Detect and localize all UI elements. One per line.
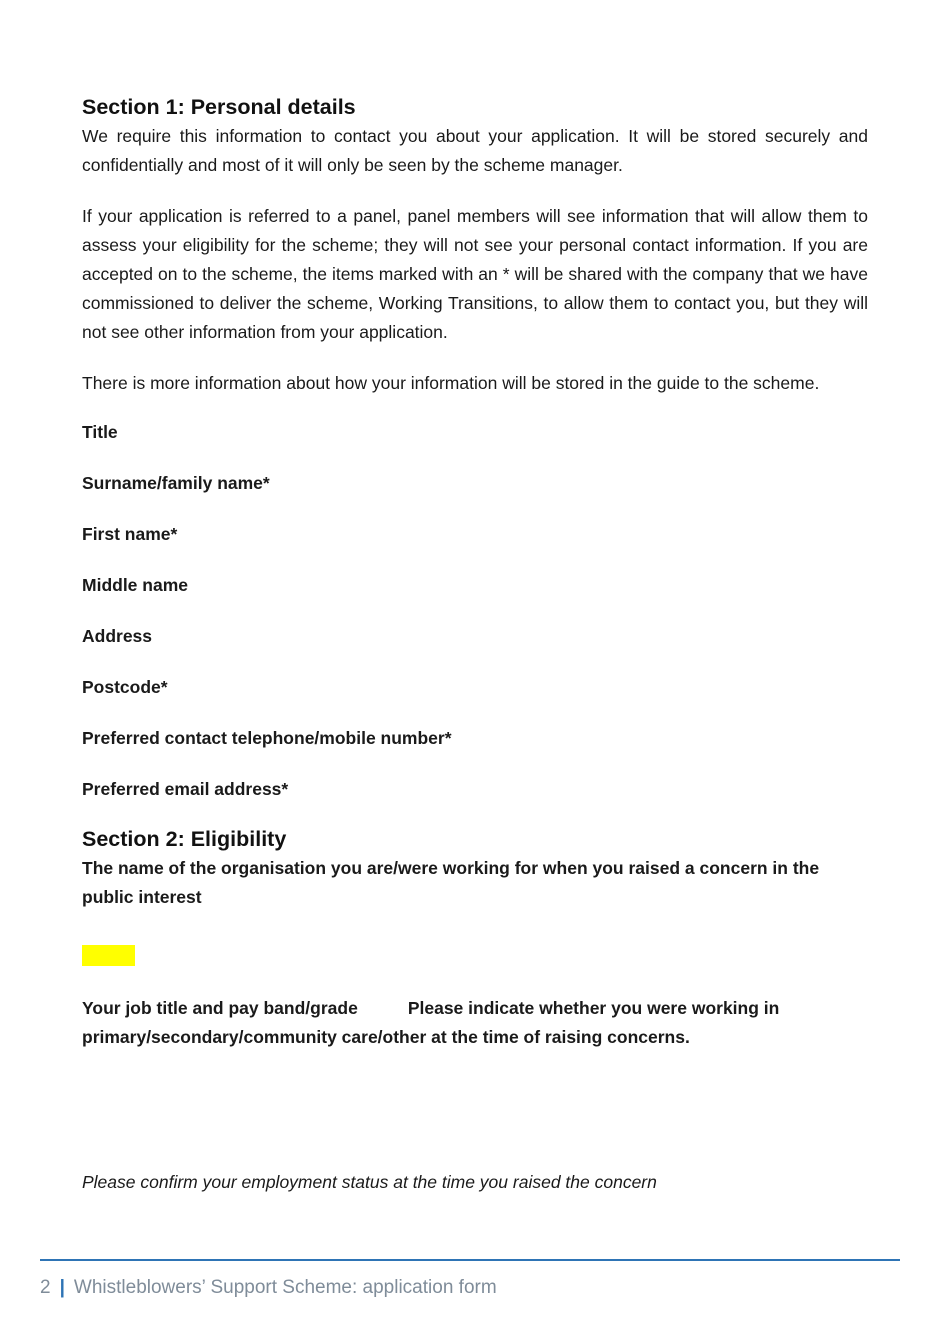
- job-title-label[interactable]: Your job title and pay band/grade: [82, 998, 358, 1018]
- personal-details-fields: [82, 418, 868, 804]
- section-1-intro: We require this information to contact you about your application. It will be stored securely and confidentially and most of it will only be seen by the scheme manager.: [82, 126, 868, 175]
- field-middle-name[interactable]: Middle name: [82, 575, 188, 595]
- field-title[interactable]: Title: [82, 422, 118, 442]
- page-footer: [40, 1275, 497, 1301]
- section-2-heading: Section 2: Eligibility: [82, 827, 287, 851]
- page-number: 2: [40, 1277, 51, 1298]
- employment-status-prompt: Please confirm your employment status at the time you raised the concern: [82, 1172, 657, 1192]
- job-and-care-question: [82, 994, 868, 1052]
- footer-separator: |: [59, 1277, 65, 1298]
- organisation-answer-field[interactable]: [82, 945, 135, 966]
- field-surname[interactable]: Surname/family name*: [82, 473, 270, 493]
- field-first-name[interactable]: First name*: [82, 524, 178, 544]
- field-telephone[interactable]: Preferred contact telephone/mobile number*: [82, 728, 452, 748]
- field-address[interactable]: Address: [82, 626, 153, 646]
- section-1-storage-info: There is more information about how your information will be stored in the guide to the scheme.: [82, 373, 820, 393]
- document-body: [82, 92, 868, 1052]
- footer-document-title: Whistleblowers’ Support Scheme: application form: [73, 1277, 497, 1298]
- field-postcode[interactable]: Postcode*: [82, 677, 168, 697]
- footer-divider: [40, 1259, 900, 1261]
- section-1-heading: Section 1: Personal details: [82, 95, 356, 119]
- care-setting-question[interactable]: Please indicate whether you were working in primary/secondary/community care/other at the time of raising concerns.: [82, 998, 780, 1047]
- organisation-question: The name of the organisation you are/were working for when you raised a concern in the public interest: [82, 858, 820, 907]
- section-1-panel-info: If your application is referred to a panel, panel members will see information that will allow them to assess your eligibility for the scheme; they will not see your personal contact information. If you are accepted on to the scheme, the items marked with an * will be shared with the company that we have commissioned to deliver the scheme, Working Transitions, to allow them to contact you, but they will not see other information from your application.: [82, 206, 868, 342]
- field-email[interactable]: Preferred email address*: [82, 779, 289, 799]
